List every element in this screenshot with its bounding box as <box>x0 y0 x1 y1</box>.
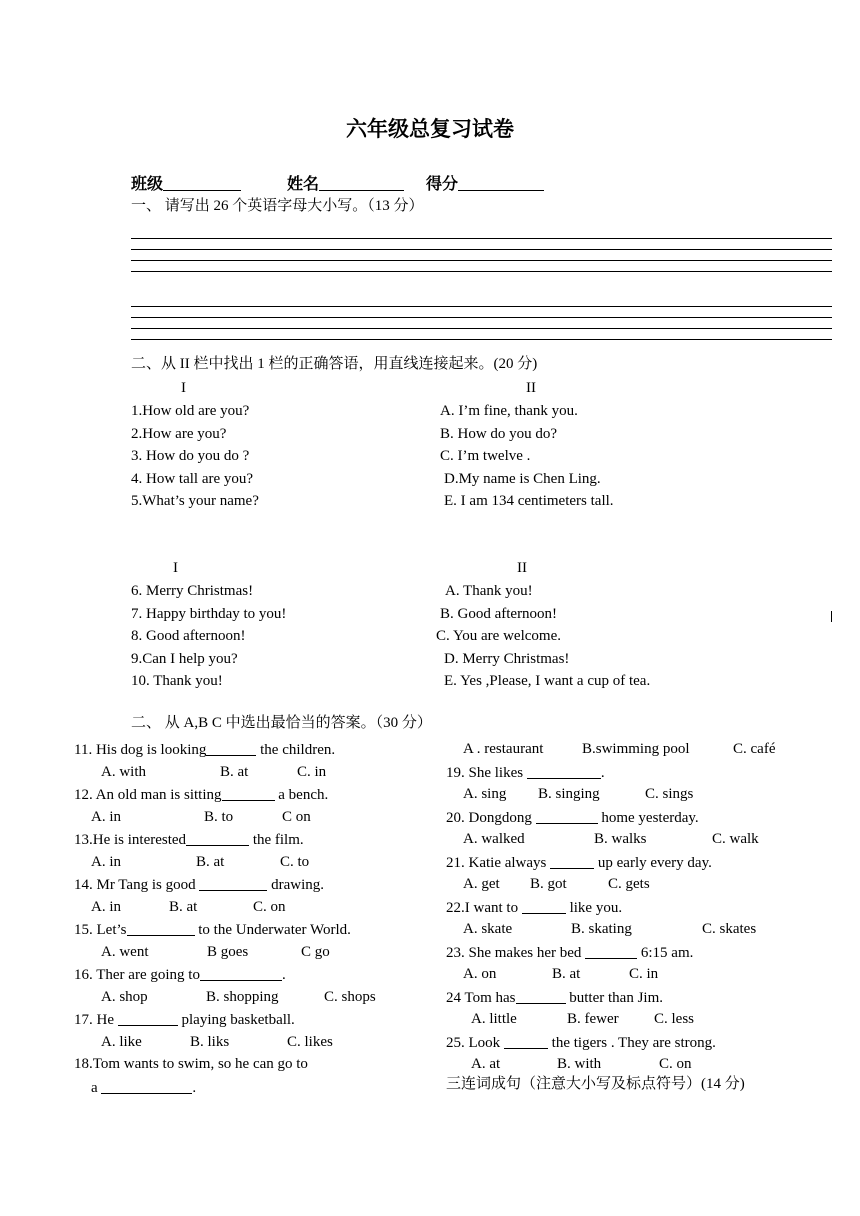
match-answer[interactable]: D. Merry Christmas! <box>444 650 570 667</box>
question-stem <box>74 1055 308 1073</box>
answer-option[interactable]: C. café <box>733 741 776 757</box>
question-text: a bench. <box>274 787 329 803</box>
question-text: up early every day. <box>594 854 712 871</box>
question-stem <box>74 830 304 849</box>
question-text: like you. <box>565 899 623 916</box>
answer-option[interactable]: A. walked <box>463 831 525 847</box>
answer-option[interactable]: A . restaurant <box>463 741 544 757</box>
answer-blank[interactable] <box>199 875 267 891</box>
answer-blank[interactable] <box>222 785 275 801</box>
question-stem <box>446 853 712 872</box>
answer-option[interactable]: C. sings <box>645 786 694 802</box>
question-stem <box>74 920 351 939</box>
column-i-label: I <box>173 560 178 576</box>
writing-line <box>131 238 832 239</box>
question-stem <box>74 740 335 759</box>
question-text: 24 Tom has <box>446 989 516 1006</box>
writing-line <box>131 328 832 329</box>
answer-blank[interactable] <box>200 965 282 981</box>
answer-option[interactable]: C. on <box>659 1056 692 1072</box>
answer-option[interactable]: B. with <box>557 1056 602 1072</box>
answer-option[interactable]: A. skate <box>463 921 513 937</box>
writing-line <box>131 260 832 261</box>
question-stem <box>446 1033 716 1052</box>
answer-option[interactable]: C. in <box>297 763 327 780</box>
match-answer[interactable]: E. Yes ,Please, I want a cup of tea. <box>444 673 651 689</box>
match-question[interactable]: 1.How old are you? <box>131 403 250 419</box>
question-text: to the Underwater World. <box>194 922 351 938</box>
answer-option[interactable]: B. got <box>530 876 567 892</box>
question-text: . <box>192 1079 197 1096</box>
answer-option[interactable]: A. with <box>101 763 146 780</box>
answer-blank[interactable] <box>516 988 566 1004</box>
match-answer[interactable]: E. I am 134 centimeters tall. <box>444 493 614 509</box>
match-answer[interactable]: B. Good afternoon! <box>440 605 558 622</box>
answer-blank[interactable] <box>206 740 256 756</box>
writing-line <box>131 306 832 307</box>
answer-option[interactable]: B. walks <box>594 831 647 847</box>
question-stem <box>74 965 286 984</box>
question-text: . <box>281 967 286 983</box>
section1-heading: 一、 请写出 26 个英语字母大小写。（13 分） <box>131 198 424 214</box>
question-text: 22.I want to <box>446 899 522 916</box>
question-text: playing basketball. <box>177 1012 295 1028</box>
answer-option[interactable]: A. went <box>101 943 149 960</box>
name-field <box>287 174 404 194</box>
class-label: 班级 <box>131 176 164 193</box>
answer-blank[interactable] <box>127 920 195 936</box>
answer-blank[interactable] <box>550 853 594 869</box>
question-text: 25. Look <box>446 1034 504 1051</box>
question-stem <box>446 763 605 782</box>
answer-option[interactable]: B. at <box>196 853 225 870</box>
answer-option[interactable]: B.swimming pool <box>582 741 690 757</box>
text-cursor <box>831 611 832 622</box>
answer-option[interactable]: B. at <box>169 898 198 915</box>
answer-option[interactable]: A. at <box>471 1056 501 1072</box>
question-stem <box>446 943 693 962</box>
question-stem <box>74 785 328 804</box>
answer-option[interactable]: B. singing <box>538 786 600 802</box>
section4-heading: 三连词成句（注意大小写及标点符号）(14 分) <box>446 1076 745 1092</box>
question-text: 21. Katie always <box>446 854 551 871</box>
question-text: 19. She likes <box>446 764 527 781</box>
question-stem <box>74 875 324 894</box>
match-answer[interactable]: D.My name is Chen Ling. <box>444 470 601 487</box>
answer-option[interactable]: C. shops <box>324 988 376 1005</box>
question-text: drawing. <box>267 877 324 893</box>
question-text: 17. He <box>74 1012 118 1028</box>
question-stem <box>446 898 622 917</box>
question-text: 6:15 am. <box>637 944 694 961</box>
answer-option[interactable]: C. to <box>280 853 310 870</box>
page-title: 六年级总复习试卷 <box>346 117 514 141</box>
answer-option[interactable]: B. skating <box>571 921 632 937</box>
question-text: . <box>600 764 605 781</box>
answer-option[interactable]: A. in <box>91 808 121 825</box>
answer-option[interactable]: C. in <box>629 966 659 982</box>
answer-blank[interactable] <box>536 808 598 824</box>
match-answer[interactable]: A. I’m fine, thank you. <box>440 403 578 419</box>
question-stem <box>74 1010 295 1029</box>
column-ii-label: II <box>517 560 527 576</box>
question-text: 20. Dongdong <box>446 809 536 826</box>
writing-line <box>131 271 832 272</box>
question-text: 14. Mr Tang is good <box>74 877 200 893</box>
match-question[interactable]: 2.How are you? <box>131 425 227 442</box>
question-stem <box>91 1078 196 1097</box>
question-stem <box>446 808 699 827</box>
match-question[interactable]: 6. Merry Christmas! <box>131 583 254 599</box>
answer-blank[interactable] <box>186 830 249 846</box>
match-answer[interactable]: C. I’m twelve . <box>440 448 531 464</box>
answer-option[interactable]: C go <box>301 943 330 960</box>
answer-option[interactable]: C. walk <box>712 831 759 847</box>
match-answer[interactable]: B. How do you do? <box>440 425 558 442</box>
answer-option[interactable]: A. on <box>463 966 497 982</box>
question-text: home yesterday. <box>597 809 699 826</box>
match-question[interactable]: 10. Thank you! <box>131 673 223 689</box>
match-answer[interactable]: C. You are welcome. <box>436 628 561 644</box>
name-blank[interactable] <box>319 174 404 191</box>
match-answer[interactable]: A. Thank you! <box>445 583 533 599</box>
answer-option[interactable]: A. little <box>471 1011 517 1027</box>
answer-blank[interactable] <box>522 898 566 914</box>
match-question[interactable]: 7. Happy birthday to you! <box>131 605 287 622</box>
answer-blank[interactable] <box>101 1078 192 1094</box>
answer-option[interactable]: C on <box>282 808 311 825</box>
answer-option[interactable]: C. gets <box>608 876 650 892</box>
question-text: 15. Let’s <box>74 922 127 938</box>
answer-option[interactable]: C. likes <box>287 1033 333 1050</box>
answer-option[interactable]: B. liks <box>190 1033 230 1050</box>
answer-option[interactable]: C. on <box>253 898 286 915</box>
answer-option[interactable]: A. in <box>91 898 121 915</box>
question-text: 23. She makes her bed <box>446 944 586 961</box>
answer-option[interactable]: B. at <box>220 763 249 780</box>
name-label: 姓名 <box>287 176 320 193</box>
answer-blank[interactable] <box>527 763 601 779</box>
answer-blank[interactable] <box>118 1010 178 1026</box>
score-field <box>426 174 544 194</box>
score-blank[interactable] <box>458 174 544 191</box>
writing-line <box>131 339 832 340</box>
column-i-label: I <box>181 380 186 396</box>
answer-blank[interactable] <box>504 1033 548 1049</box>
score-label: 得分 <box>426 176 459 193</box>
match-question[interactable]: 5.What’s your name? <box>131 493 259 509</box>
answer-option[interactable]: B. to <box>204 808 234 825</box>
match-question[interactable]: 9.Can I help you? <box>131 650 238 667</box>
answer-option[interactable]: A. sing <box>463 786 507 802</box>
answer-option[interactable]: A. get <box>463 876 500 892</box>
match-question[interactable]: 4. How tall are you? <box>131 470 254 487</box>
writing-line <box>131 317 832 318</box>
question-text: 16. Ther are going to <box>74 967 200 983</box>
question-text: 13.He is interested <box>74 832 187 848</box>
class-field <box>131 174 241 194</box>
question-text: 11. His dog is looking <box>74 742 207 758</box>
class-blank[interactable] <box>163 174 241 191</box>
question-stem <box>446 988 663 1007</box>
answer-option[interactable]: A. in <box>91 853 121 870</box>
section3-heading: 二、 从 A,B C 中选出最恰当的答案。（30 分） <box>131 715 432 731</box>
answer-option[interactable]: B goes <box>207 943 249 960</box>
answer-option[interactable]: B. shopping <box>206 988 279 1005</box>
section2-heading: 二、从 II 栏中找出 1 栏的正确答语，用直线连接起来。(20 分) <box>131 356 538 372</box>
question-text: 12. An old man is sitting <box>74 787 222 803</box>
answer-option[interactable]: A. shop <box>101 988 148 1005</box>
answer-option[interactable]: A. like <box>101 1033 142 1050</box>
question-text: 18.Tom wants to swim, so he can go to <box>74 1056 308 1072</box>
answer-option[interactable]: B. at <box>552 966 581 982</box>
question-text: the tigers . They are strong. <box>547 1034 716 1051</box>
writing-line <box>131 249 832 250</box>
column-ii-label: II <box>526 380 536 396</box>
answer-option[interactable]: C. less <box>654 1011 695 1027</box>
answer-option[interactable]: C. skates <box>702 921 757 937</box>
question-text: a <box>91 1079 102 1096</box>
question-text: the children. <box>256 742 336 758</box>
question-text: the film. <box>249 832 304 848</box>
match-question[interactable]: 3. How do you do ? <box>131 448 250 464</box>
question-text: butter than Jim. <box>565 989 664 1006</box>
match-question[interactable]: 8. Good afternoon! <box>131 628 246 644</box>
answer-blank[interactable] <box>585 943 637 959</box>
answer-option[interactable]: B. fewer <box>567 1011 619 1027</box>
